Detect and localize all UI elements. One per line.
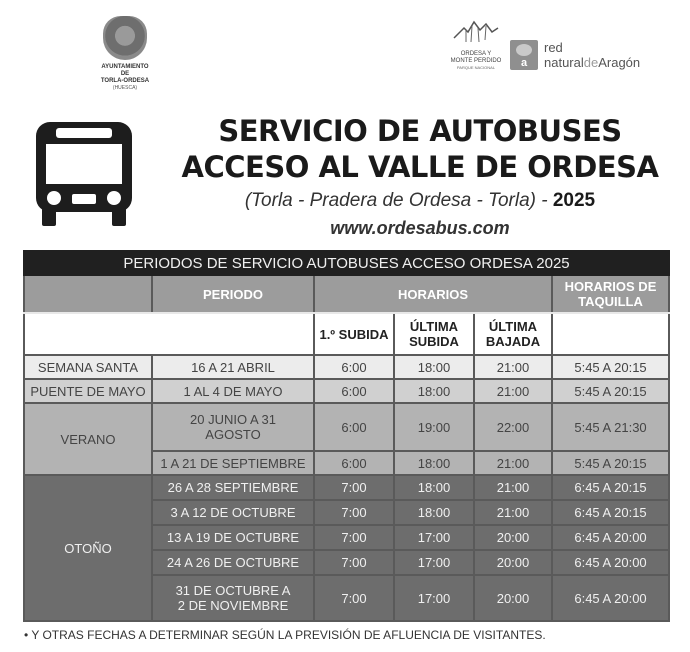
logo-text: (HUESCA) (112, 85, 138, 91)
first-up-cell: 7:00 (314, 575, 394, 621)
first-up-cell: 6:00 (314, 451, 394, 475)
last-down-cell: 22:00 (474, 403, 552, 451)
ticket-cell: 6:45 A 20:00 (552, 575, 669, 621)
last-down-cell: 21:00 (474, 451, 552, 475)
logo-text: TORLA-ORDESA (100, 78, 150, 84)
bus-icon (36, 122, 132, 226)
dates-cell: 3 A 12 DE OCTUBRE (152, 500, 314, 525)
dates-cell: 24 A 26 DE OCTUBRE (152, 550, 314, 575)
dates-cell: 1 AL 4 DE MAYO (152, 379, 314, 403)
last-up-cell: 18:00 (394, 379, 474, 403)
torla-ordesa-logo (80, 16, 170, 91)
mountain-icon (452, 18, 500, 44)
subheader-primera-subida: 1.º SUBIDA (314, 313, 394, 355)
last-up-cell: 18:00 (394, 500, 474, 525)
dates-cell: 26 A 28 SEPTIEMBRE (152, 475, 314, 500)
logo-text: DE (120, 71, 130, 77)
ticket-cell: 5:45 A 21:30 (552, 403, 669, 451)
logo-text: PARQUE NACIONAL (456, 65, 496, 70)
last-down-cell: 21:00 (474, 475, 552, 500)
last-up-cell: 18:00 (394, 355, 474, 379)
season-cell: PUENTE DE MAYO (24, 379, 152, 403)
ticket-cell: 6:45 A 20:15 (552, 475, 669, 500)
logo-text: MONTE PERDIDO (450, 58, 502, 64)
last-up-cell: 17:00 (394, 575, 474, 621)
first-up-cell: 7:00 (314, 475, 394, 500)
ticket-cell: 6:45 A 20:00 (552, 550, 669, 575)
season-cell: VERANO (24, 403, 152, 475)
first-up-cell: 7:00 (314, 500, 394, 525)
route-subtitle: (Torla - Pradera de Ordesa - Torla) - 2025 (244, 190, 596, 211)
table-row (24, 355, 669, 379)
dates-cell: 13 A 19 DE OCTUBRE (152, 525, 314, 550)
dates-cell: 20 JUNIO A 31 AGOSTO (152, 403, 314, 451)
ticket-cell: 5:45 A 20:15 (552, 379, 669, 403)
table-row (24, 379, 669, 403)
season-cell: OTOÑO (24, 475, 152, 621)
first-up-cell: 6:00 (314, 403, 394, 451)
table-row (24, 475, 669, 500)
last-up-cell: 18:00 (394, 451, 474, 475)
ticket-cell: 6:45 A 20:15 (552, 500, 669, 525)
header-blank (24, 275, 152, 313)
ordesa-monte-perdido-logo (446, 18, 506, 71)
red-natural-aragon-logo: a red naturaldeAragón (510, 40, 640, 70)
last-up-cell: 17:00 (394, 550, 474, 575)
logo-text: ORDESA Y (460, 51, 492, 57)
ticket-cell: 5:45 A 20:15 (552, 451, 669, 475)
schedule-table (23, 250, 668, 622)
subheader-blank (24, 313, 314, 355)
season-cell: SEMANA SANTA (24, 355, 152, 379)
last-down-cell: 21:00 (474, 500, 552, 525)
first-up-cell: 7:00 (314, 525, 394, 550)
coat-of-arms-icon (103, 16, 147, 60)
logo-text: red (544, 40, 563, 55)
header-horarios: HORARIOS (314, 275, 552, 313)
footnote: • Y OTRAS FECHAS A DETERMINAR SEGÚN LA PREVISIÓN DE AFLUENCIA DE VISITANTES. (24, 628, 546, 642)
website-link[interactable]: www.ordesabus.com (330, 218, 510, 238)
subheader-ultima-subida: ÚLTIMA SUBIDA (394, 313, 474, 355)
ticket-cell: 6:45 A 20:00 (552, 525, 669, 550)
page-title-line1: SERVICIO DE AUTOBUSES (218, 114, 622, 148)
last-down-cell: 20:00 (474, 550, 552, 575)
year: 2025 (552, 190, 596, 211)
table-caption: PERIODOS DE SERVICIO AUTOBUSES ACCESO ORDESA 2025 (24, 251, 669, 275)
first-up-cell: 7:00 (314, 550, 394, 575)
first-up-cell: 6:00 (314, 355, 394, 379)
header-taquilla: HORARIOS DE TAQUILLA (552, 275, 669, 313)
dates-cell: 31 DE OCTUBRE A 2 DE NOVIEMBRE (152, 575, 314, 621)
last-down-cell: 21:00 (474, 379, 552, 403)
first-up-cell: 6:00 (314, 379, 394, 403)
logo-text: AYUNTAMIENTO (101, 64, 149, 70)
page-title-line2: ACCESO AL VALLE DE ORDESA (181, 150, 659, 184)
last-down-cell: 20:00 (474, 575, 552, 621)
table-row (24, 403, 669, 451)
dates-cell: 1 A 21 DE SEPTIEMBRE (152, 451, 314, 475)
header-periodo: PERIODO (152, 275, 314, 313)
last-down-cell: 21:00 (474, 355, 552, 379)
ticket-cell: 5:45 A 20:15 (552, 355, 669, 379)
dates-cell: 16 A 21 ABRIL (152, 355, 314, 379)
last-up-cell: 17:00 (394, 525, 474, 550)
red-natural-icon: a (510, 40, 538, 70)
last-up-cell: 19:00 (394, 403, 474, 451)
subheader-ultima-bajada: ÚLTIMA BAJADA (474, 313, 552, 355)
last-up-cell: 18:00 (394, 475, 474, 500)
subheader-blank (552, 313, 669, 355)
last-down-cell: 20:00 (474, 525, 552, 550)
